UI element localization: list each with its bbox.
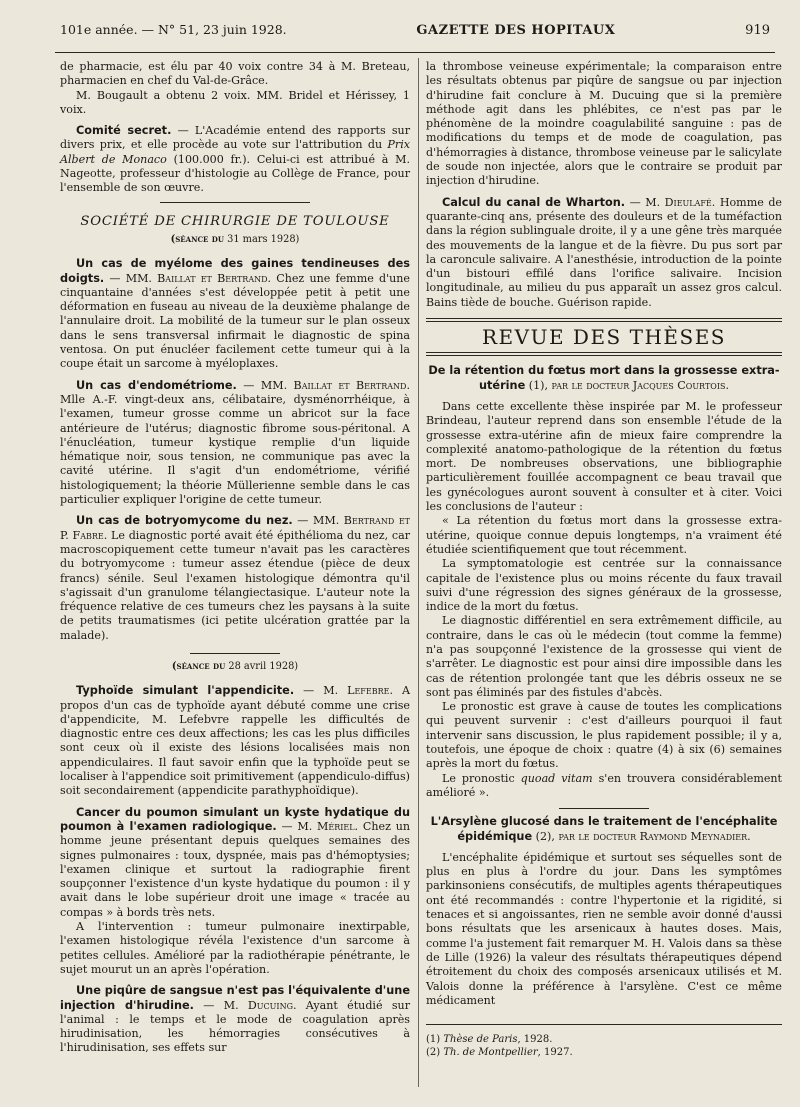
paragraph: Cancer du poumon simulant un kyste hydatique du poumon à l'examen radiologique. — M. Mériel. Chez un homme jeune présentant depuis quelques semaines des signes pulmonaires : toux, dyspnée, mais pas d'hémoptysies; l'examen clinique et surtout la radiographie firent soupçonner l'existence d'un kyste hydatique du poumon : il y avait dans le lobe supérieur droit une image « tracée au compas » à bords très nets. [60,805,410,919]
section-rule [559,808,649,809]
paragraph: La symptomatologie est centrée sur la connaissance capitale de l'existence plus ou moins récente du faux travail suivi d'une régression des signes généraux de la grossesse, indice de la mort du fœtus. [426,557,782,614]
left-column [60,60,410,1085]
society-heading: SOCIÉTÉ DE CHIRURGIE DE TOULOUSE [80,213,390,229]
paragraph: Le pronostic est grave à cause de toutes les complications qui peuvent survenir : c'est d'ailleurs pourquoi il faut intervenir sans discussion, le plus rapidement possible; il y a, toutefois, une époque de choix : quatre (4) à six (6) semaines après la mort du fœtus. [426,700,782,771]
paragraph: L'encéphalite épidémique et surtout ses séquelles sont de plus en plus à l'ordre du jour. Dans les symptômes parkinsoniens consécutifs, de multiples agents thérapeutiques ont été recommandés : contre l'hypertonie et la rigidité, si tenaces et si angoissantes, rien ne semble avoir donné d'aussi bons résultats que les arsenicaux à hautes doses. Mais, comme l'a justement fait remarquer M. H. Valois dans sa thèse de Lille (1926) la valeur des résultats thérapeutiques dépend étroitement du choix des composés arsenicaux utilisés et M. Valois donne la préférence à l'arsylène. C'est ce même médicament [426,850,782,1007]
seance-date: (séance du 31 mars 1928) [170,233,300,245]
authors: — M. Ducuing. [193,998,297,1012]
authors: — M. Dieulafé. [625,195,716,209]
section-rule [426,352,782,356]
prize-name: Prix Albert de Monaco [60,138,410,166]
issue-line: 101e année. — N° 51, 23 juin 1928. [60,22,287,37]
paragraph: Typhoïde simulant l'appendicite. — M. Lefebre. A propos d'un cas de typhoïde ayant débuté comme une crise d'appendicite, M. Lefebvre rappelle les difficultés de diagnostic entre ces deux affections; les cas les plus difficiles sont ceux où il existe des lésions localisées mais non appendiculaires. Il faut savoir enfin que la typhoïde peut se localiser à l'appendice soit primitivement (appendiculo-diffus) soit secondairement (appendicite parathyphoïdique). [60,684,410,798]
article-title: Typhoïde simulant l'appendicite. [76,684,295,698]
paragraph: Le diagnostic différentiel en sera extrêmement difficile, au contraire, dans le cas où le médecin (tout comme la femme) n'a pas soupçonné l'existence de la grossesse qui vient de s'arrêter. Le diagnostic est pour ainsi dire impossible dans les cas de rétention prolongée tant que les débris osseux ne se sont pas éliminés par des fistules d'abcès. [426,614,782,699]
article-title: Une piqûre de sangsue n'est pas l'équivalente d'une injection d'hirudine. [60,984,411,1012]
article-title: Cancer du poumon simulant un kyste hydatique du poumon à l'examen radiologique. [60,805,410,833]
section-rule [426,318,782,322]
paragraph: Comité secret. — L'Académie entend des rapports sur divers prix, et elle procède au vote sur l'attribution du Prix Albert de Monaco (100.000 fr.). Celui-ci est attribué à M. Nageotte, professeur d'histologie au Collège de France, pour l'ensemble de son œuvre. [60,124,411,195]
paragraph: Dans cette excellente thèse inspirée par M. le professeur Brindeau, l'auteur reprend dans son ensemble l'étude de la grossesse extra-utérine afin de mieux faire comprendre la complexité anatomo-pathologique de la rétention du fœtus mort. De nombreuses observations, une bibliographie particulièrement fouillée accompagnent ce beau travail que les gynécologues auront souvent à consulter et à citer. Voici les conclusions de l'auteur : [426,399,782,514]
authors: — M. Lefebre. [294,684,393,698]
footnote: (1) Thèse de Paris, 1928. [426,1034,553,1046]
byline: par le docteur Jacques Courtois. [548,378,730,392]
authors: — MM. Bertrand et P. Fabre. [60,514,411,542]
footnote: (2) Th. de Montpellier, 1927. [426,1047,573,1059]
footnotes [426,1024,782,1059]
article-title: Un cas d'endométriome. [76,378,237,392]
article-title: Comité secret. [76,124,172,138]
column-divider [418,58,419,1087]
page-number: 919 [745,23,770,38]
paragraph: la thrombose veineuse expérimentale; la comparaison entre les résultats obtenus par piqûre de sangsue ou par injection d'hirudine fait conclure à M. Ducuing que si la première méthode agit dans les phlébites, ce n'est pas par le phénomène de la moindre coagulabilité sanguine : pas de modifications du temps et de mode de coagulation, pas d'hémorragies à distance, thrombose veineuse par le salicylate de soude non injectée, alors que le contraire se produit par injection d'hirudine. [426,60,782,188]
paragraph: Un cas de myélome des gaines tendineuses des doigts. — MM. Baillat et Bertrand. Chez une femme d'une cinquantaine d'années s'est développée petit à petit une déformation en fuseau au niveau de la deuxième phalange de l'annulaire droit. La mobilité de la tumeur sur le plan osseux dans le sens transversal infirmait le diagnostic de spina ventosa. On put énucléer facilement cette tumeur qui à la coupe était un sarcome à myéloplaxes. [60,257,410,371]
journal-title: GAZETTE DES HOPITAUX [416,23,616,38]
header-rule [55,52,775,53]
paragraph: Calcul du canal de Wharton. — M. Dieulafé. Homme de quarante-cinq ans, présente des douleurs et de la tuméfaction dans la région sublinguale droite, il y a une gêne très marquée des mouvements de la langue et de la fièvre. Du pus sort par la caroncule salivaire. A l'anesthésie, introduction de la pointe d'un bistouri effilé dans l'orifice salivaire. Incision longitudinale, au milieu du pus apparaît un assez gros calcul. Bains tiède de bouche. Guérison rapide. [426,195,782,309]
authors: — M. Mériel. [276,819,359,833]
paragraph: Un cas d'endométriome. — MM. Baillat et Bertrand. Mlle A.-F. vingt-deux ans, célibataire, dysménorrhéique, à l'examen, tumeur grosse comme un abricot sur la face antérieure de l'utérus; diagnostic fibrome sous-péritonal. A l'énucléation, tumeur kystique remplie d'un liquide hématique noir, sous tension, ne communique pas avec la cavité utérine. Il s'agit d'un endométriome, vérifié histologiquement; la théorie Müllerienne semble dans le cas particulier expliquer l'origine de cette tumeur. [60,378,410,507]
paragraph: « La rétention du fœtus mort dans la grossesse extra-utérine, quoique connue depuis longtemps, n'a vraiment été étudiée scientifiquement que tout récemment. [426,514,782,556]
thesis-heading: L'Arsylène glucosé dans le traitement de l'encéphalite épidémique (2), par le docteur Raymond Meynadier. [430,815,778,843]
article-title: Calcul du canal de Wharton. [442,195,626,209]
paragraph: M. Bougault a obtenu 2 voix. MM. Bridel et Hérissey, 1 voix. [60,88,410,116]
article-title: Un cas de botryomycome du nez. [76,514,293,528]
article-title: Un cas de myélome des gaines tendineuses des doigts. [60,257,410,285]
section-rule [160,202,310,203]
seance-date: (séance du 28 avril 1928) [171,660,299,672]
section-rule [190,653,280,654]
right-column [426,60,782,1085]
running-header [60,22,770,46]
paragraph: de pharmacie, est élu par 40 voix contre 34 à M. Breteau, pharmacien en chef du Val-de-Grâce. [60,60,410,88]
section-heading: REVUE DES THÈSES [482,325,726,350]
paragraph: Une piqûre de sangsue n'est pas l'équivalente d'une injection d'hirudine. — M. Ducuing. Ayant étudié sur l'animal : le temps et le mode de coagulation après hirudinisation, les hémorragies consécutives à l'hirudinisation, ses effets sur [60,984,411,1055]
authors: — MM. Baillat et Bertrand. [236,378,410,392]
paragraph: Un cas de botryomycome du nez. — MM. Bertrand et P. Fabre. Le diagnostic porté avait été épithélioma du nez, car macroscopiquement cette tumeur n'avait pas les caractères du botryomycome : tumeur assez étendue (pièce de deux francs) sénile. Seul l'examen histologique démontra qu'il s'agissait d'un granulome télangiectasique. L'auteur note la fréquence relative de ces tumeurs chez les paysans à la suite de petits traumatismes (ici petite ulcération grattée par la malade). [60,514,411,642]
thesis-heading: De la rétention du fœtus mort dans la grossesse extra-utérine (1), par le docteur Jacques Courtois. [428,364,780,392]
authors: — MM. Baillat et Bertrand. [104,271,272,285]
paragraph: A l'intervention : tumeur pulmonaire inextirpable, l'examen histologique révéla l'existence d'un sarcome à petites cellules. Amélioré par la radiothérapie pénétrante, le sujet mourut un an après l'opération. [60,920,410,976]
byline: par le docteur Raymond Meynadier. [554,829,751,843]
paragraph: Le pronostic quoad vitam s'en trouvera considérablement amélioré ». [426,771,783,799]
